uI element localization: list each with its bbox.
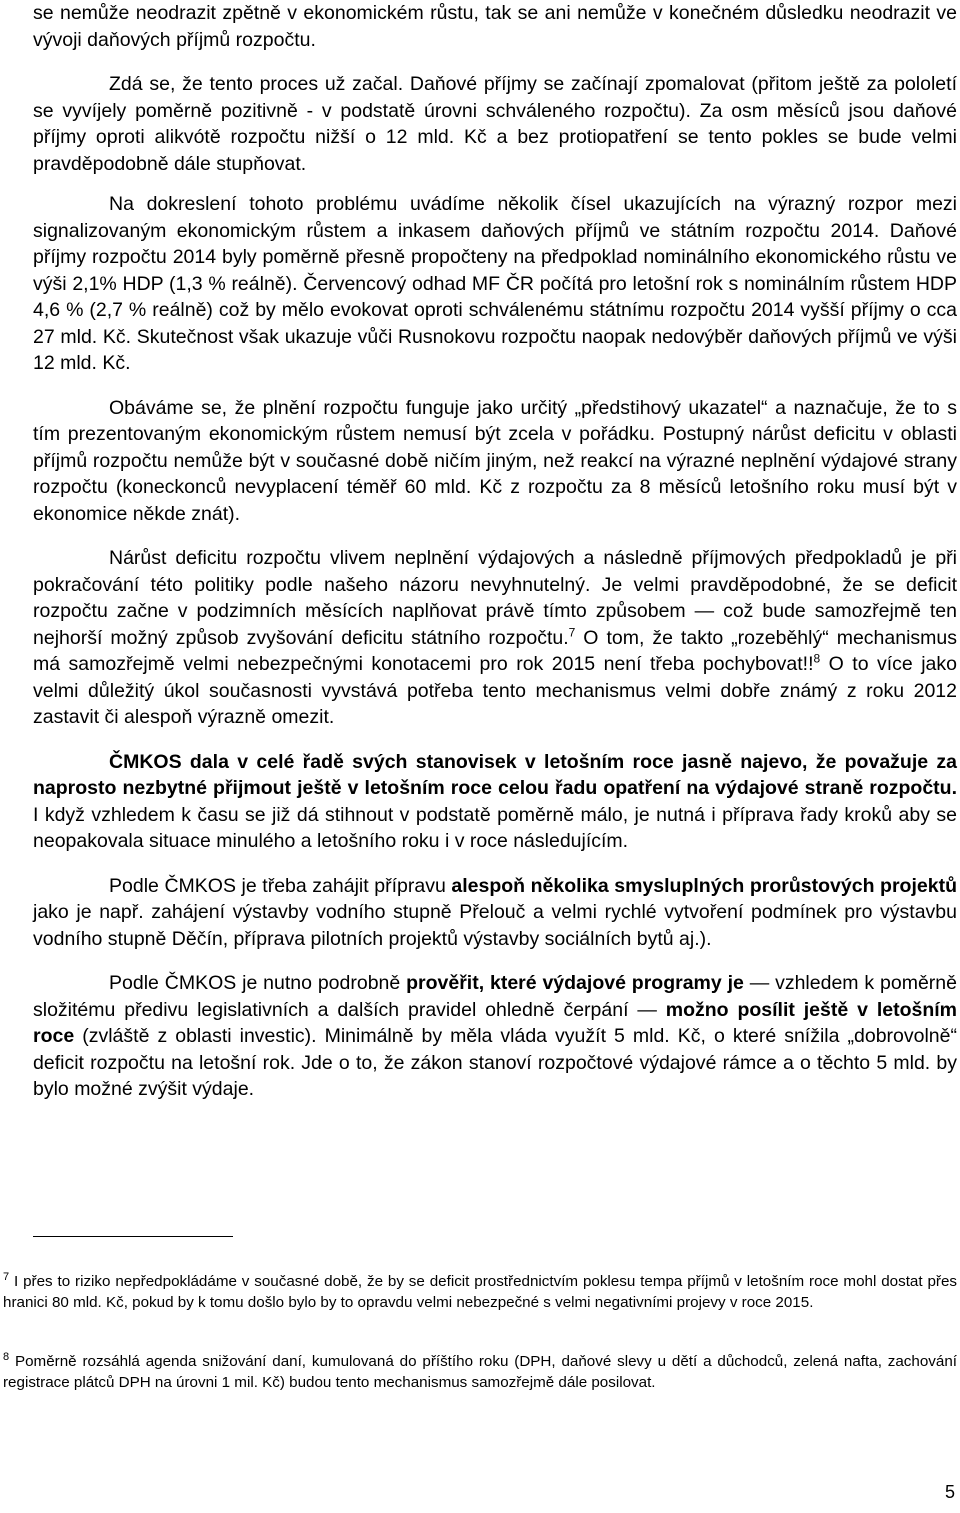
paragraph-6-part-b: jako je např. zahájení výstavby vodního stupně Přelouč a velmi rychlé vytvoření podmínek pro výstavbu vodního stupně Děčín, příprava pilotních projektů výstavby sociálních bytů aj.). [33,901,957,950]
paragraph-7-part-b: — vzhledem k poměrně složitému předivu legislativních a dalších pravidel ohledně čerpání — [33,972,957,1021]
footnote-8-number: 8 [3,1350,10,1363]
paragraph-0: se nemůže neodrazit zpětně v ekonomickém růstu, tak se ani nemůže v konečném důsledku neodrazit ve vývoji daňových příjmů rozpočtu. [33,2,957,51]
paragraph-7-bold-2: možno posílit ještě v letošním roce [33,998,958,1047]
paragraph-6 [33,873,957,953]
page-number: 5 [944,1482,955,1502]
footnote-7 [3,1272,957,1313]
document-body [33,0,957,1103]
paragraph-2: Na dokreslení tohoto problému uvádíme několik čísel ukazujících na výrazný rozpor mezi signalizovaným ekonomickým růstem a inkasem daňových příjmů ve státním rozpočtu 2014. Daňové příjmy rozpočtu 2014 byly poměrně přesně propočteny na předpoklad nominálního ekonomického růstu ve výši 2,1% HDP (1,3 % reálně). Červencový odhad MF ČR počítá pro letošní rok s nominálním růstem HDP 4,6 % (2,7 % reálně) což by mělo evokovat oproti schválenému státnímu rozpočtu 2014 vyšší příjmy o cca 27 mld. Kč. Skutečnost však ukazuje vůči Rusnokovu rozpočtu naopak nedovýběr daňových příjmů ve výši 12 mld. Kč. [33,193,957,374]
paragraph-4-part-a: Nárůst deficitu rozpočtu vlivem neplnění výdajových a následně příjmových předpokladů je při pokračování této politiky podle našeho názoru nevyhnutelný. Je velmi pravděpodobné, že se deficit rozpočtu začne v podzimních měsících naplňovat právě tímto způsobem — což bude samozřejmě ten nejhorší možný způsob zvyšování deficitu státního rozpočtu. [33,547,957,649]
paragraph-7-part-c: (zvláště z oblasti investic). Minimálně by měla vláda využít 5 mld. Kč, o které snížila „dobrovolně“ deficit rozpočtu na letošní rok. Jde o to, že zákon stanoví rozpočtové výdajové rámce a o těchto 5 mld. by bylo možné zvýšit výdaje. [33,1025,957,1100]
paragraph-1: Zdá se, že tento proces už začal. Daňové příjmy se začínají zpomalovat (přitom ještě za pololetí se vyvíjely poměrně pozitivně - v podstatě úrovni schváleného rozpočtu). Za osm měsíců jsou daňové příjmy oproti alikvótě rozpočtu nižší o 12 mld. Kč a bez protiopatření se tento pokles se bude velmi pravděpodobně dále stupňovat. [33,73,957,175]
footnote-7-number: 7 [3,1270,10,1283]
paragraph-4-part-c: O to více jako velmi důležitý úkol současnosti vyvstává potřeba tento mechanismus velmi dobře známý z roku 2012 zastavit či alespoň výrazně omezit. [33,653,958,728]
footnote-8-text: Poměrně rozsáhlá agenda snižování daní, kumulovaná do příštího roku (DPH, daňové slevy u dětí a důchodců, zelená nafta, zachování registrace plátců DPH na úrovni 1 mil. Kč) budou tento mechanismus samozřejmě dále posilovat. [3,1353,957,1391]
paragraph-7-bold-1: prověřit, které výdajové programy je [406,972,744,994]
paragraph-4 [33,545,957,731]
paragraph-7 [33,970,957,1103]
paragraph-3: Obáváme se, že plnění rozpočtu funguje jako určitý „předstihový ukazatel“ a naznačuje, že to s tím prezentovaným ekonomickým růstem nemusí být zcela v pořádku. Postupný nárůst deficitu v oblasti příjmů rozpočtu nemůže být v současné době ničím jiným, než reakcí na výrazné neplnění výdajové strany rozpočtu (koneckonců nevyplacení téměř 60 mld. Kč z rozpočtu za 8 měsíců letošního roku musí být v ekonomice někde znát). [33,396,957,525]
paragraph-5 [33,749,957,855]
footnote-ref-8: 8 [813,651,821,666]
footnote-ref-7: 7 [568,625,576,639]
paragraph-6-bold: alespoň několika smysluplných prorůstových projektů [451,874,957,897]
paragraph-5-rest: I když vzhledem k času se již dá stihnout v podstatě poměrně málo, je nutná i příprava řady kroků aby se neopakovala situace minulého a letošního roku i v roce následujícím. [33,803,957,852]
footnote-separator [33,1236,233,1237]
paragraph-6-part-a: Podle ČMKOS je třeba zahájit přípravu [109,874,452,897]
paragraph-7-part-a: Podle ČMKOS je nutno podrobně [109,972,407,994]
paragraph-5-bold: ČMKOS dala v celé řadě svých stanovisek v letošním roce jasně najevo, že považuje za naprosto nezbytné přijmout ještě v letošním roce celou řadu opatření na výdajové straně rozpočtu. [33,750,957,799]
paragraph-4-part-b: O tom, že takto „rozeběhlý“ mechanismus má samozřejmě velmi nebezpečnými konotacemi pro rok 2015 není třeba pochybovat!! [33,626,957,675]
footnote-8 [3,1352,957,1393]
footnote-7-text: I přes to riziko nepředpokládáme v současné době, že by se deficit prostřednictvím poklesu tempa příjmů v letošním roce mohl dostat přes hranici 80 mld. Kč, pokud by k tomu došlo bylo by to opravdu velmi nebezpečné s velmi negativními projevy v roce 2015. [3,1273,957,1311]
